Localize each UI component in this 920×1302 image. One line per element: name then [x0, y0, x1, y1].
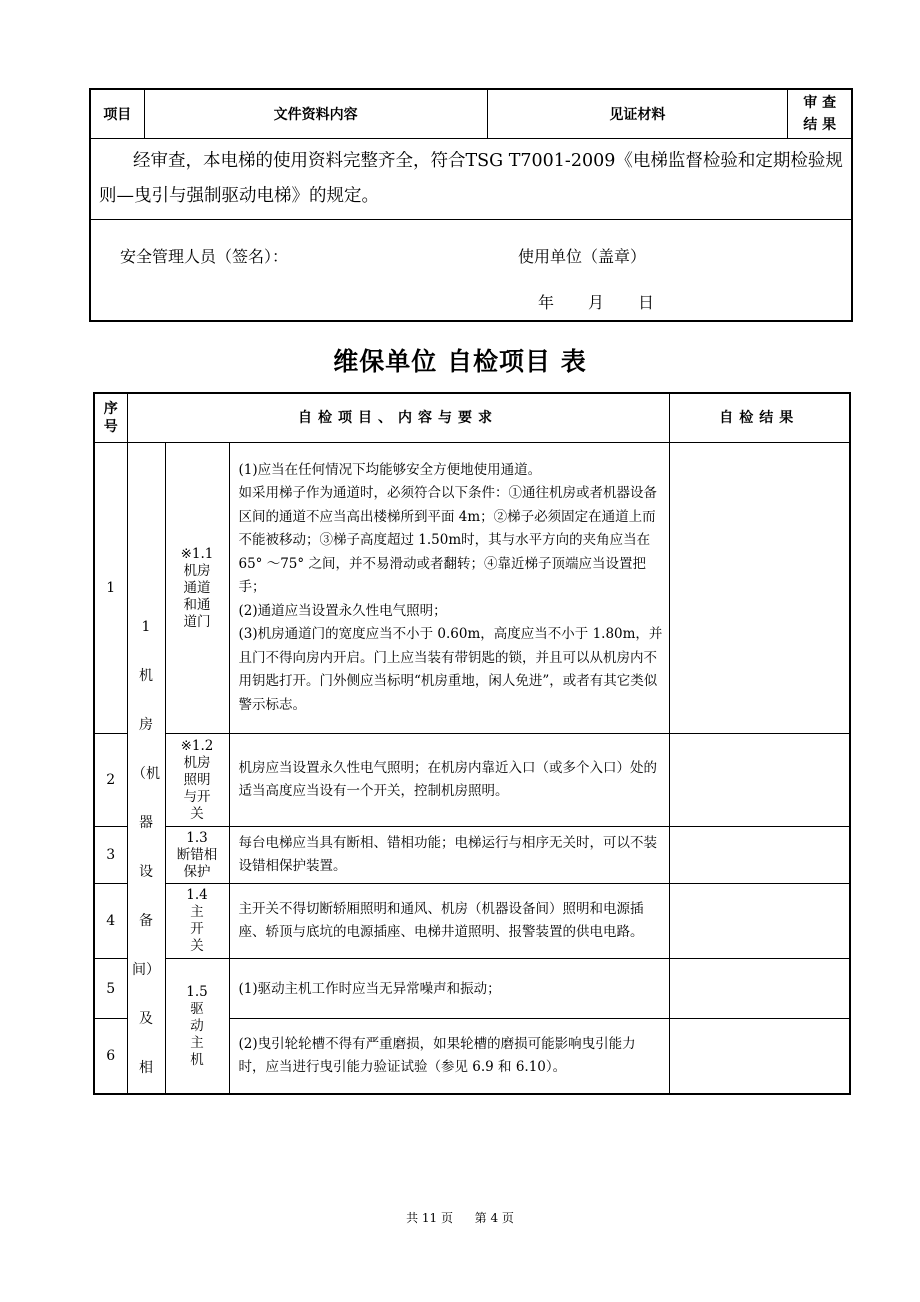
header-content: 自检项目、内容与要求: [127, 393, 669, 443]
category-char: 1: [141, 619, 151, 635]
header-item: 项目: [90, 89, 144, 139]
item-line: 驱: [190, 1000, 204, 1017]
item-line: 1.5: [186, 983, 208, 1000]
requirement-4: 主开关不得切断轿厢照明和通风、机房（机器设备间）照明和电源插座、轿顶与底坑的电源插座、电梯井道照明、报警装置的供电电路。: [229, 884, 669, 959]
result-cell-2[interactable]: [669, 734, 850, 827]
requirement-3: 每台电梯应当具有断相、错相功能；电梯运行与相序无关时，可以不装设错相保护装置。: [229, 827, 669, 884]
header-seq-line1: 序: [103, 401, 118, 417]
category-char: 及: [139, 1011, 153, 1027]
row-seq: 3: [94, 827, 127, 884]
row-seq: 4: [94, 884, 127, 959]
table-row: [94, 734, 850, 827]
result-cell-1[interactable]: [669, 443, 850, 734]
user-unit-seal-label: 使用单位（盖章）: [518, 247, 647, 266]
header-doc-content: 文件资料内容: [144, 89, 487, 139]
item-line: 机: [190, 1051, 204, 1068]
category-char: 设: [139, 864, 153, 880]
requirement-6: (2)曳引轮轮槽不得有严重磨损，如果轮槽的磨损可能影响曳引能力时，应当进行曳引能力验证试验（参见 6.9 和 6.10）。: [229, 1019, 669, 1095]
item-line: 机房: [183, 562, 211, 579]
item-line: 保护: [183, 863, 211, 880]
item-line: 机房: [183, 754, 211, 771]
header-evidence: 见证材料: [487, 89, 788, 139]
item-1-1: [165, 443, 229, 734]
row-seq: 2: [94, 734, 127, 827]
current-page: 第 4 页: [474, 1211, 514, 1225]
item-line: 1.4: [186, 887, 208, 903]
item-line: 和通: [183, 596, 211, 613]
header-review-result: [788, 89, 852, 139]
item-line: ※1.2: [180, 737, 214, 754]
row-seq: 6: [94, 1019, 127, 1095]
category-char: 间）: [132, 962, 160, 978]
item-line: 与开: [183, 788, 211, 805]
item-line: 断错相: [176, 846, 218, 863]
result-cell-6[interactable]: [669, 1019, 850, 1095]
item-1-4: [165, 884, 229, 959]
date-month: 月: [588, 293, 605, 312]
item-line: 主: [190, 904, 204, 920]
total-pages: 共 11 页: [406, 1211, 453, 1225]
self-check-header: [94, 393, 850, 443]
review-table-header: [90, 89, 852, 139]
item-line: 照明: [183, 771, 211, 788]
result-cell-5[interactable]: [669, 959, 850, 1019]
header-result: 自检结果: [669, 393, 850, 443]
conclusion-row: [90, 139, 852, 220]
item-line: 通道: [183, 579, 211, 596]
header-seq-line2: 号: [103, 419, 118, 435]
header-review-result-line1: 审 查: [803, 95, 837, 111]
requirement-5: (1)驱动主机工作时应当无异常噪声和振动；: [229, 959, 669, 1019]
category-machine-room: [127, 443, 165, 1095]
item-1-3: [165, 827, 229, 884]
item-line: 道门: [183, 613, 211, 630]
review-table: [89, 88, 853, 322]
signature-row: [90, 220, 852, 322]
signature-area: [90, 220, 852, 322]
category-char: 相: [139, 1060, 153, 1076]
item-1-5: [165, 959, 229, 1095]
category-char: 器: [139, 815, 153, 831]
result-cell-4[interactable]: [669, 884, 850, 959]
date-year: 年: [538, 293, 555, 312]
item-line: 关: [190, 938, 204, 954]
category-char: 备: [139, 913, 153, 929]
table-row: [94, 959, 850, 1019]
self-check-table: [93, 392, 851, 1095]
table-row: [94, 827, 850, 884]
item-line: 主: [190, 1034, 204, 1051]
header-seq: [94, 393, 127, 443]
category-char: （机: [132, 766, 160, 782]
page-footer: [0, 1209, 920, 1226]
category-char: 房: [139, 717, 153, 733]
header-review-result-line2: 结 果: [803, 117, 837, 133]
item-line: ※1.1: [180, 545, 214, 562]
safety-manager-signature-label: 安全管理人员（签名）：: [120, 247, 289, 266]
requirement-2: 机房应当设置永久性电气照明；在机房内靠近入口（或多个入口）处的适当高度应当设有一个开关，控制机房照明。: [229, 734, 669, 827]
table-row: [94, 884, 850, 959]
item-line: 开: [190, 921, 204, 937]
result-cell-3[interactable]: [669, 827, 850, 884]
item-line: 动: [190, 1017, 204, 1034]
item-line: 关: [190, 805, 204, 822]
category-char: 机: [139, 668, 153, 684]
row-seq: 5: [94, 959, 127, 1019]
requirement-1: (1)应当在任何情况下均能够安全方便地使用通道。 如采用梯子作为通道时，必须符合以下条件：①通往机房或者机器设备区间的通道不应当高出楼梯所到平面 4m；②梯子必须固定在通道上而不能被移动；③梯子高度超过 1.50m时，其与水平方向的夹角应当在 65° ～75° 之间，并不易滑动或者翻转；④靠近梯子顶端应当设置把手； (2)通道应当设置永久性电气照明； (3)机房通道门的宽度应当不小于 0.60m，高度应当不小于 1.80m，并且门不得向房内开启。门上应当装有带钥匙的锁，并且可以从机房内不用钥匙打开。门外侧应当标明“机房重地，闲人免进”，或者有其它类似警示标志。: [229, 443, 669, 734]
form-title: 维保单位 自检项目 表: [333, 347, 587, 376]
item-1-2: [165, 734, 229, 827]
table-row: [94, 443, 850, 734]
row-seq: 1: [94, 443, 127, 734]
item-line: 1.3: [186, 829, 208, 846]
date-day: 日: [638, 293, 655, 312]
review-conclusion: 经审查，本电梯的使用资料完整齐全，符合TSG T7001-2009《电梯监督检验和定期检验规则—曳引与强制驱动电梯》的规定。: [90, 139, 852, 220]
